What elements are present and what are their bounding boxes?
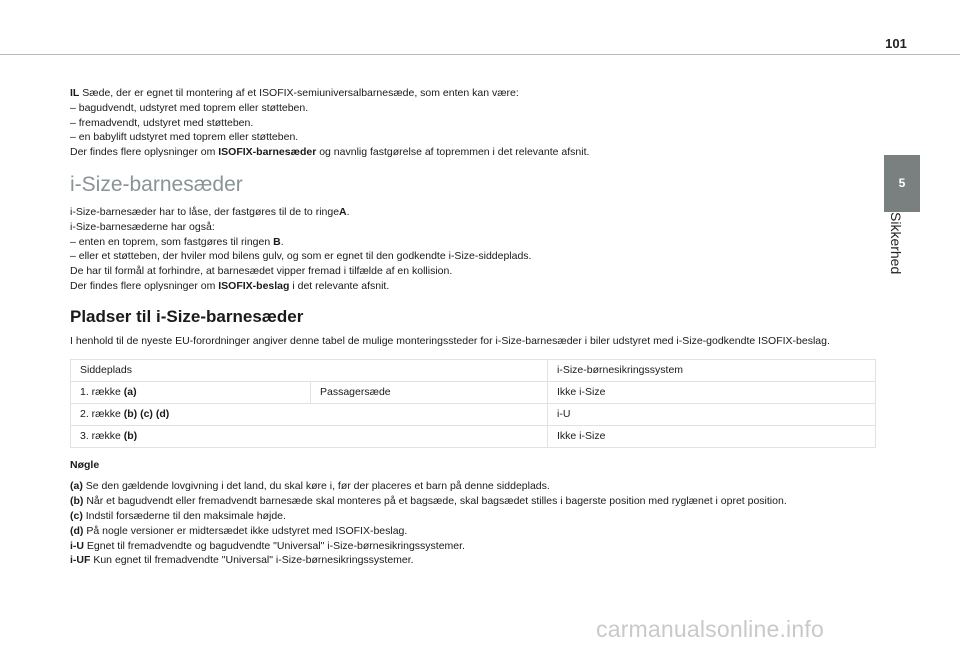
isofix-option-item: – en babylift udstyret med toprem eller støtteben. — [70, 131, 299, 144]
key-item: (a) Se den gældende lovgivning i det land, du skal køre i, før der placeres et barn på denne siddeplads. — [70, 480, 550, 493]
chapter-label-container — [884, 212, 920, 298]
isofix-intro-section — [70, 86, 876, 160]
isofix-fittings-reference[interactable]: ISOFIX-beslag — [218, 279, 290, 292]
isize-list-item: – enten en toprem, som fastgøres til ringen B. — [70, 235, 284, 248]
table-header-cell: Siddeplads — [71, 359, 548, 381]
table-cell: 3. række (b) — [71, 425, 548, 447]
table-row — [71, 403, 876, 425]
key-item: (d) På nogle versioner er midtersædet ikke udstyret med ISOFIX-beslag. — [70, 524, 408, 537]
table-row — [71, 381, 876, 403]
table-cell: Passagersæde — [311, 381, 548, 403]
table-row — [71, 425, 876, 447]
il-code: IL — [70, 87, 80, 99]
table-header-cell: i-Size-børnesikringssystem — [548, 359, 876, 381]
table-cell: i-U — [548, 403, 876, 425]
table-header-row — [71, 359, 876, 381]
isofix-seats-reference[interactable]: ISOFIX-barnesæder — [218, 146, 317, 159]
isize-line: i-Size-barnesæderne har også: — [70, 220, 215, 233]
watermark: carmanualsonline.info — [596, 616, 824, 642]
isize-line: De har til formål at forhindre, at barnesædet vipper fremad i tilfælde af en kollision. — [70, 265, 453, 278]
isofix-option-item: – bagudvendt, udstyret med toprem eller støtteben. — [70, 101, 309, 114]
key-title: Nøgle — [70, 458, 100, 471]
table-cell: Ikke i-Size — [548, 425, 876, 447]
isofix-intro-line: IL Sæde, der er egnet til montering af et ISOFIX-semiuniversalbarnesæde, som enten kan være: — [70, 87, 519, 99]
isize-more-info: Der findes flere oplysninger om ISOFIX-beslag i det relevante afsnit. — [70, 279, 390, 292]
key-item: i-U Egnet til fremadvendte og bagudvendte "Universal" i-Size-børnesikringssystemer. — [70, 539, 465, 552]
isize-list-item: – eller et støtteben, der hviler mod bilens gulv, og som er egnet til den godkendte i-Size-siddeplads. — [70, 250, 532, 263]
places-intro: I henhold til de nyeste EU-forordninger angiver denne tabel de mulige monteringssteder for i-Size-barnesæder i biler udstyret med i-Size-godkendte ISOFIX-beslag. — [70, 334, 830, 347]
isize-places-table — [70, 359, 876, 448]
isofix-option-item: – fremadvendt, udstyret med støtteben. — [70, 116, 254, 129]
isize-line: i-Size-barnesæder har to låse, der fastgøres til de to ringeA. — [70, 205, 350, 218]
isize-section — [70, 205, 876, 294]
page-content — [70, 86, 876, 568]
isize-heading: i-Size-barnesæder — [70, 172, 243, 196]
key-item: i-UF Kun egnet til fremadvendte "Universal" i-Size-børnesikringssystemer. — [70, 554, 414, 567]
isofix-more-info: Der findes flere oplysninger om ISOFIX-barnesæder og navnlig fastgørelse af topremmen i det relevante afsnit. — [70, 146, 590, 159]
table-cell: 1. række (a) — [71, 381, 311, 403]
places-heading: Pladser til i-Size-barnesæder — [70, 306, 304, 326]
page-number: 101 — [885, 36, 907, 51]
table-cell: Ikke i-Size — [548, 381, 876, 403]
table-cell: 2. række (b) (c) (d) — [71, 403, 548, 425]
key-item: (b) Når et bagudvendt eller fremadvendt barnesæde skal monteres på et bagsæde, skal bagsædet stilles i bagerste position med ryglænet i opret position. — [70, 495, 787, 508]
chapter-tab[interactable]: 5 — [884, 155, 920, 212]
key-item: (c) Indstil forsæderne til den maksimale højde. — [70, 509, 286, 522]
key-list — [70, 479, 876, 568]
header-divider — [0, 54, 960, 55]
chapter-label: Sikkerhed — [888, 212, 904, 275]
